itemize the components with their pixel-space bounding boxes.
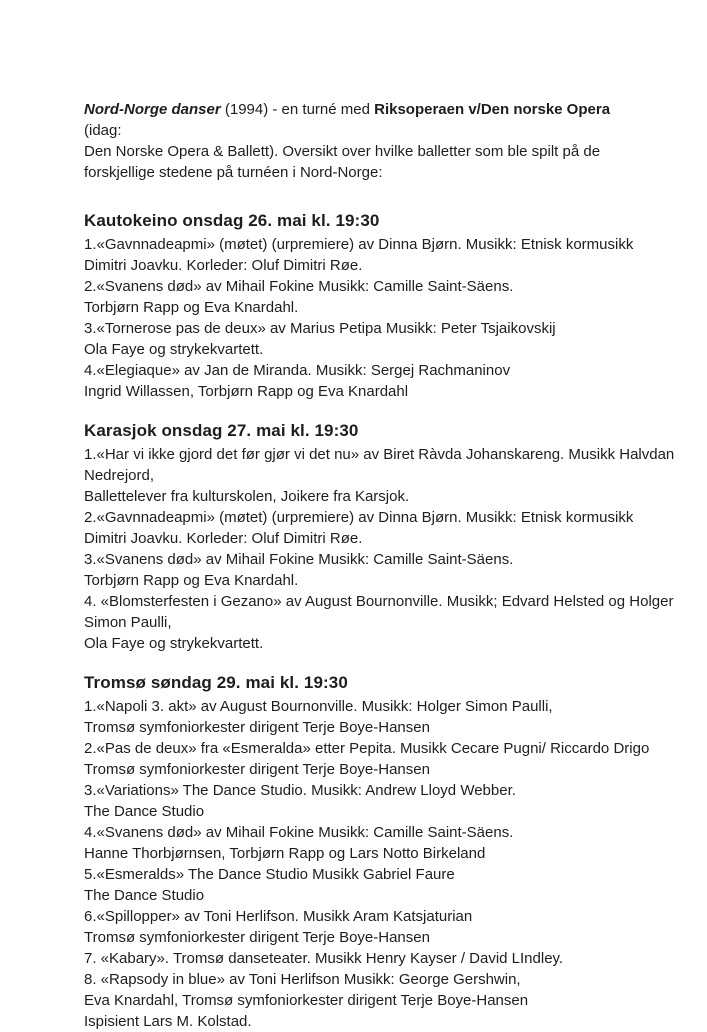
program-line: 2.«Svanens død» av Mihail Fokine Musikk: Camille Saint-Säens. [84,278,514,295]
program-line: 1.«Har vi ikke gjord det før gjør vi det nu» av Biret Ràvda Johanskareng. Musikk Halvdan [84,446,675,463]
intro-text-run: (1994) - en turné med [220,101,375,118]
intro-text-run: (idag: [84,122,122,139]
program-line: Simon Paulli, [84,614,172,631]
program-line: 7. «Kabary». Tromsø danseteater. Musikk Henry Kayser / David LIndley. [84,950,564,967]
program-line: Dimitri Joavku. Korleder: Oluf Dimitri Røe. [84,257,363,274]
program-line: 2.«Pas de deux» fra «Esmeralda» etter Pepita. Musikk Cecare Pugni/ Riccardo Drigo [84,740,650,757]
program-line: Nedrejord, [84,467,155,484]
section-lines [84,444,675,654]
program-line: 8. «Rapsody in blue» av Toni Herlifson Musikk: George Gershwin, [84,971,521,988]
program-line: Ballettelever fra kulturskolen, Joikere fra Karsjok. [84,488,410,505]
program-line: The Dance Studio [84,803,205,820]
program-section [84,420,675,654]
program-line: Ola Faye og strykekvartett. [84,341,264,358]
sections-container [84,210,675,1032]
section-heading: Kautokeino onsdag 26. mai kl. 19:30 [84,211,380,230]
program-line: 1.«Gavnnadeapmi» (møtet) (urpremiere) av Dinna Bjørn. Musikk: Etnisk kormusikk [84,236,634,253]
intro-text-run: Riksoperaen v/Den norske Opera [374,101,611,118]
program-line: Torbjørn Rapp og Eva Knardahl. [84,572,299,589]
program-line: Torbjørn Rapp og Eva Knardahl. [84,299,299,316]
program-line: Dimitri Joavku. Korleder: Oluf Dimitri Røe. [84,530,363,547]
program-line: Tromsø symfoniorkester dirigent Terje Boye-Hansen [84,719,430,736]
intro-text-run: forskjellige stedene på turnéen i Nord-Norge: [84,164,383,181]
program-line: 3.«Variations» The Dance Studio. Musikk: Andrew Lloyd Webber. [84,782,516,799]
program-line: The Dance Studio [84,887,205,904]
program-line: Eva Knardahl, Tromsø symfoniorkester dirigent Terje Boye-Hansen [84,992,529,1009]
intro-paragraph [84,99,643,183]
program-line: Ingrid Willassen, Torbjørn Rapp og Eva Knardahl [84,383,409,400]
program-line: 3.«Tornerose pas de deux» av Marius Petipa Musikk: Peter Tsjaikovskij [84,320,556,337]
program-line: 4.«Svanens død» av Mihail Fokine Musikk: Camille Saint-Säens. [84,824,514,841]
intro-text-run: Nord-Norge danser [84,101,221,118]
program-line: 2.«Gavnnadeapmi» (møtet) (urpremiere) av Dinna Bjørn. Musikk: Etnisk kormusikk [84,509,634,526]
section-heading: Karasjok onsdag 27. mai kl. 19:30 [84,421,359,440]
intro-text-run: Den Norske Opera & Ballett). Oversikt over hvilke balletter som ble spilt på de [84,143,601,160]
section-lines [84,696,650,1032]
program-line: 5.«Esmeralds» The Dance Studio Musikk Gabriel Faure [84,866,455,883]
program-line: 3.«Svanens død» av Mihail Fokine Musikk: Camille Saint-Säens. [84,551,514,568]
program-line: Ola Faye og strykekvartett. [84,635,264,652]
program-section [84,672,650,1032]
program-line: Tromsø symfoniorkester dirigent Terje Boye-Hansen [84,761,430,778]
section-heading: Tromsø søndag 29. mai kl. 19:30 [84,673,348,692]
program-line: Tromsø symfoniorkester dirigent Terje Boye-Hansen [84,929,430,946]
program-section [84,210,643,402]
section-lines [84,234,643,402]
program-line: Hanne Thorbjørnsen, Torbjørn Rapp og Lars Notto Birkeland [84,845,486,862]
program-line: 4. «Blomsterfesten i Gezano» av August Bournonville. Musikk; Edvard Helsted og Holger [84,593,674,610]
program-line: Ispisient Lars M. Kolstad. [84,1013,252,1030]
program-line: 6.«Spillopper» av Toni Herlifson. Musikk Aram Katsjaturian [84,908,473,925]
program-line: 4.«Elegiaque» av Jan de Miranda. Musikk: Sergej Rachmaninov [84,362,511,379]
program-line: 1.«Napoli 3. akt» av August Bournonville. Musikk: Holger Simon Paulli, [84,698,553,715]
